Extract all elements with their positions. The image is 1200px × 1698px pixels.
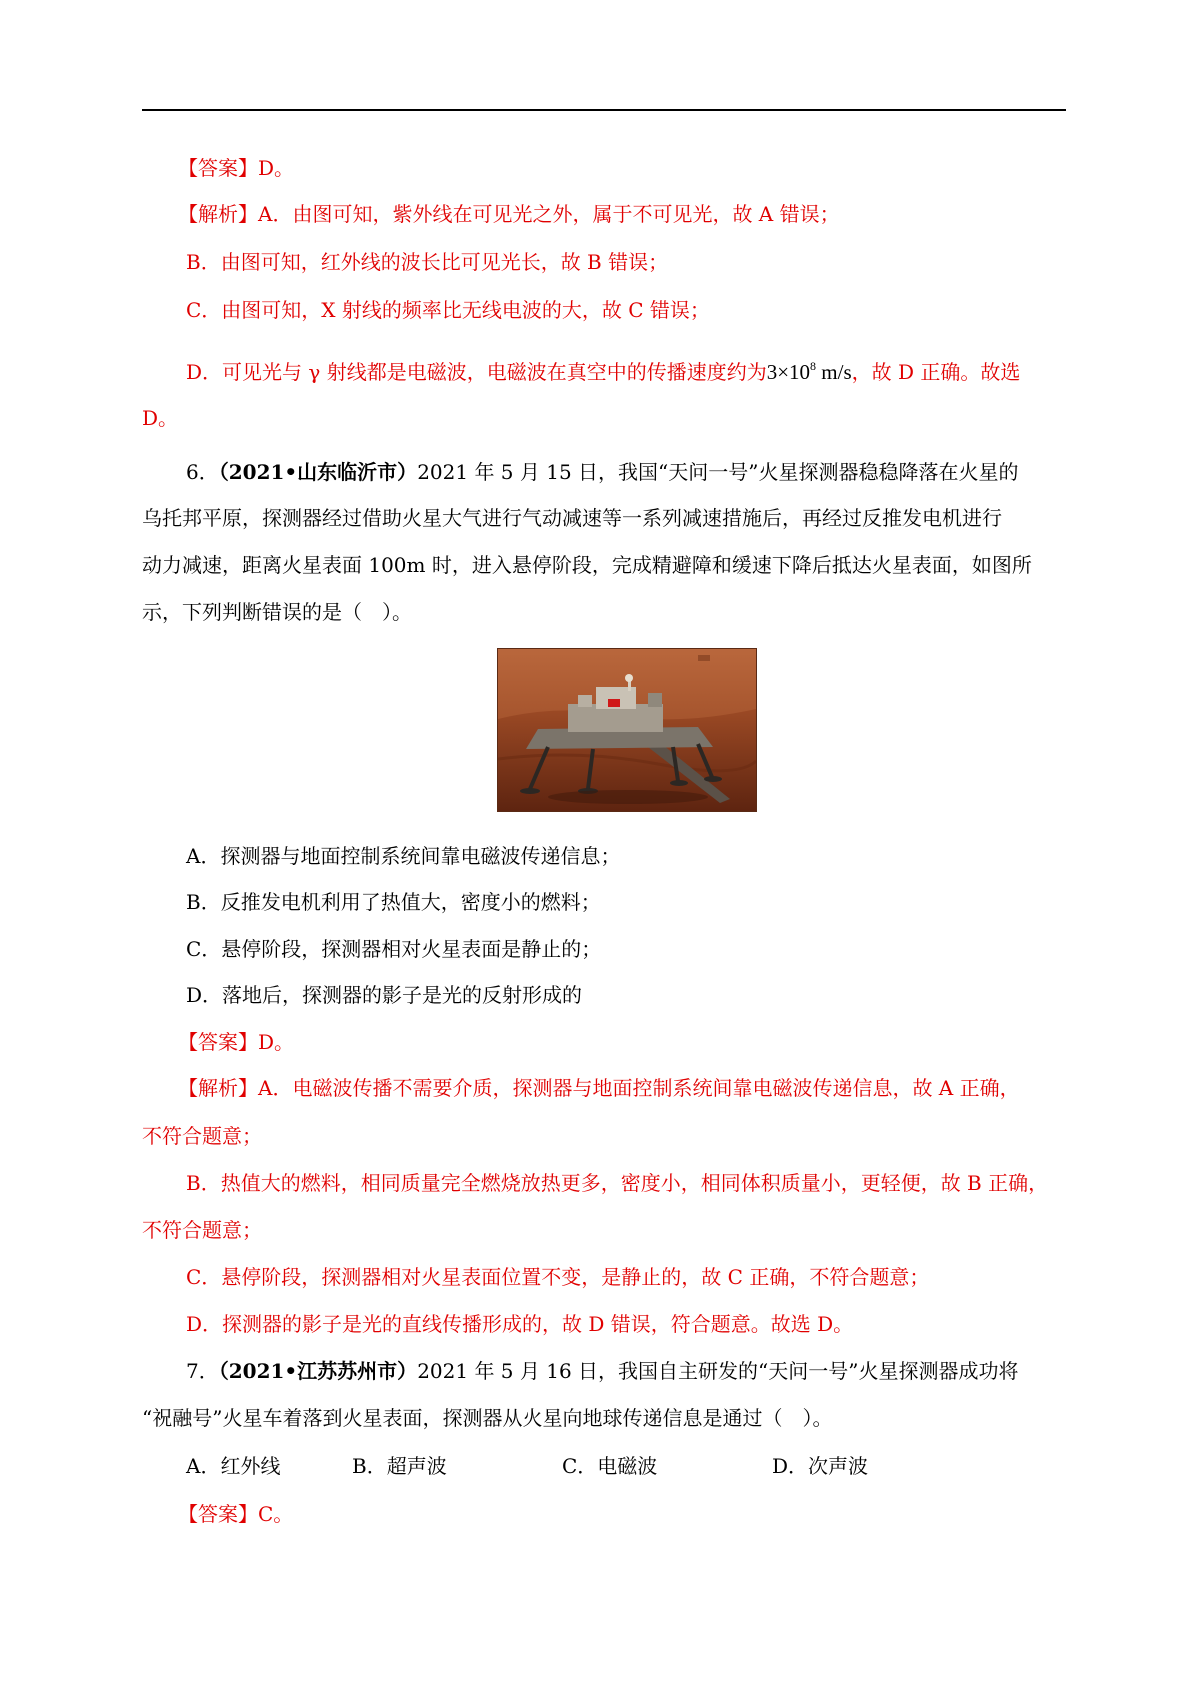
q6-analysis-d: D．探测器的影子是光的直线传播形成的，故 D 错误，符合题意。故选 D。 (186, 1312, 854, 1336)
q6-stem-line2: 乌托邦平原，探测器经过借助火星大气进行气动减速等一系列减速措施后，再经过反推发电机进行 (142, 506, 1002, 530)
q7-option-b: B．超声波 (352, 1454, 447, 1478)
q6-answer: 【答案】D。 (178, 1030, 295, 1054)
q7-answer: 【答案】C。 (178, 1502, 294, 1526)
q6-stem-line1: 6．（2021•山东临沂市）2021 年 5 月 15 日，我国“天问一号”火星探测器稳稳降落在火星的 (186, 460, 1019, 484)
q6-option-c: C．悬停阶段，探测器相对火星表面是静止的； (186, 937, 602, 961)
q6-option-a: A．探测器与地面控制系统间靠电磁波传递信息； (186, 844, 621, 868)
q7-stem-line2: “祝融号”火星车着落到火星表面，探测器从火星向地球传递信息是通过（ ）。 (142, 1406, 833, 1430)
q5-analysis-d: D．可见光与 γ 射线都是电磁波，电磁波在真空中的传播速度约为$3\times 10^8$ m/s，故 D 正确。故选 (186, 359, 1021, 384)
q7-stem-line1: 7．（2021•江苏苏州市）2021 年 5 月 16 日，我国自主研发的“天问一号”火星探测器成功将 (186, 1359, 1019, 1383)
q5-analysis-c: C．由图可知，X 射线的频率比无线电波的大，故 C 错误； (186, 298, 710, 322)
q6-option-d: D．落地后，探测器的影子是光的反射形成的 (186, 983, 583, 1007)
speed-formula: $3\times 10^8$ m/s (766, 359, 852, 384)
q6-stem-line4: 示，下列判断错误的是（ ）。 (142, 600, 412, 624)
q7-option-d: D．次声波 (772, 1454, 869, 1478)
q6-option-b: B．反推发电机利用了热值大，密度小的燃料； (186, 890, 601, 914)
q5-analysis-d-cont: D。 (142, 406, 179, 430)
q6-analysis-c: C．悬停阶段，探测器相对火星表面位置不变，是静止的，故 C 正确，不符合题意； (186, 1265, 930, 1289)
q5-analysis-b: B．由图可知，红外线的波长比可见光长，故 B 错误； (186, 250, 669, 274)
q6-stem-line3: 动力减速，距离火星表面 100m 时，进入悬停阶段，完成精避障和缓速下降后抵达火星表面，如图所 (142, 553, 1032, 577)
q6-analysis-a-line2: 不符合题意； (142, 1124, 262, 1148)
q6-analysis-b-line1: B．热值大的燃料，相同质量完全燃烧放热更多，密度小，相同体积质量小，更轻便，故 B 正确， (186, 1171, 1049, 1195)
mars-lander-photo (497, 648, 757, 812)
header-rule (142, 109, 1066, 111)
q6-analysis-b-line2: 不符合题意； (142, 1218, 262, 1242)
q7-option-c: C．电磁波 (562, 1454, 658, 1478)
q5-analysis-a: 【解析】A．由图可知，紫外线在可见光之外，属于不可见光，故 A 错误； (178, 202, 840, 226)
q7-option-a: A．红外线 (186, 1454, 281, 1478)
q5-answer: 【答案】D。 (178, 156, 295, 180)
q6-analysis-a-line1: 【解析】A．电磁波传播不需要介质，探测器与地面控制系统间靠电磁波传递信息，故 A 正确， (178, 1076, 1020, 1100)
